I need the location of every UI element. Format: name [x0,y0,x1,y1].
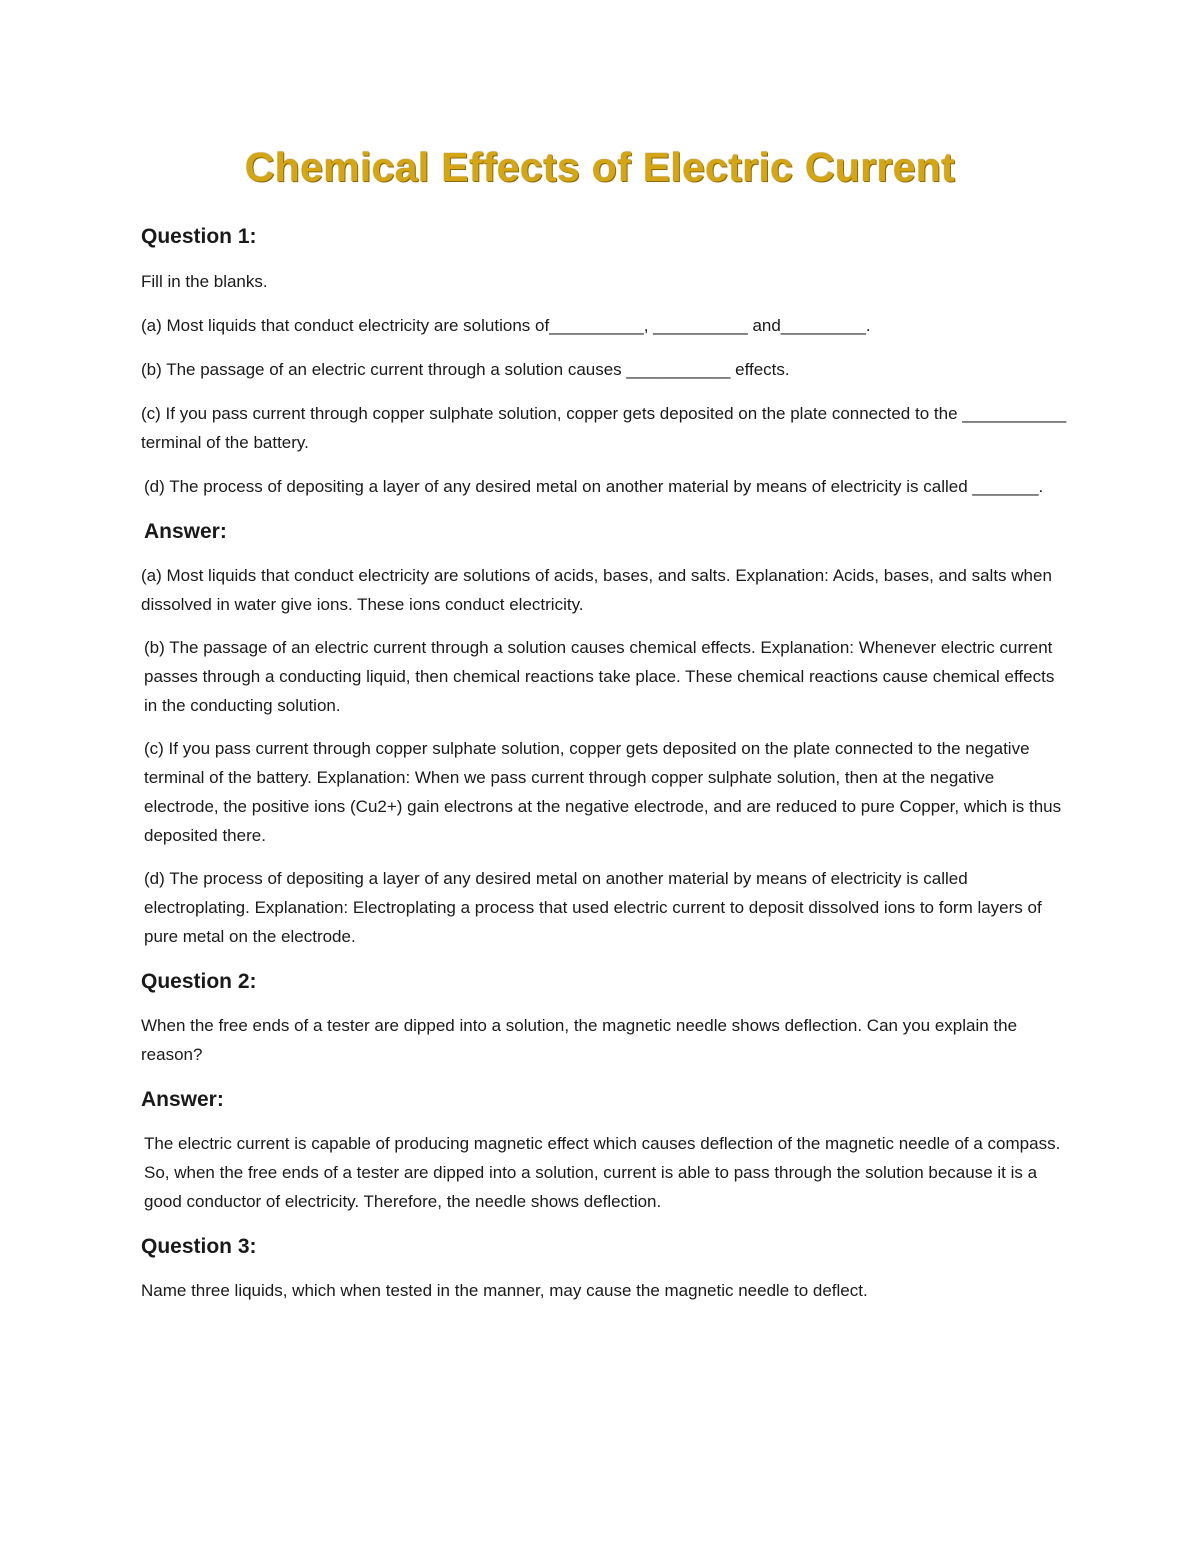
question-1-heading: Question 1: [141,225,257,248]
document-title: Chemical Effects of Electric Current [244,144,956,190]
answer-1-heading: Answer: [144,520,227,543]
question-2-heading: Question 2: [141,970,257,993]
question-1-part-a: (a) Most liquids that conduct electricity are solutions of__________, __________ and_________. [141,316,871,335]
question-3-heading: Question 3: [141,1235,257,1258]
document-body [141,222,1071,1305]
answer-1-part-a: (a) Most liquids that conduct electricity are solutions of acids, bases, and salts. Explanation: Acids, bases, and salts when dissolved in water give ions. These ions conduct electricity. [141,566,1052,614]
question-1-part-c: (c) If you pass current through copper sulphate solution, copper gets deposited on the plate connected to the ___________ terminal of the battery. [141,404,1067,452]
question-3-text: Name three liquids, which when tested in the manner, may cause the magnetic needle to deflect. [141,1281,868,1300]
question-1-intro: Fill in the blanks. [141,272,268,291]
answer-2-heading: Answer: [141,1088,224,1111]
answer-1-part-c: (c) If you pass current through copper sulphate solution, copper gets deposited on the plate connected to the negative terminal of the battery. Explanation: When we pass current through copper sulphate solution, then at the negative electrode, the positive ions (Cu2+) gain electrons at the negative electrode, and are reduced to pure Copper, which is thus deposited there. [144,739,1062,845]
question-1-part-b: (b) The passage of an electric current through a solution causes ___________ effects. [141,360,790,379]
question-1-part-d: (d) The process of depositing a layer of any desired metal on another material by means of electricity is called _______. [144,477,1044,496]
answer-1-part-b: (b) The passage of an electric current through a solution causes chemical effects. Explanation: Whenever electric current passes through a conducting liquid, then chemical reactions take place. These chemical reactions cause chemical effects in the conducting solution. [144,638,1055,715]
answer-1-part-d: (d) The process of depositing a layer of any desired metal on another material by means of electricity is called electroplating. Explanation: Electroplating a process that used electric current to deposit dissolved ions to form layers of pure metal on the electrode. [144,869,1042,946]
answer-2-text: The electric current is capable of producing magnetic effect which causes deflection of the magnetic needle of a compass. So, when the free ends of a tester are dipped into a solution, current is able to pass through the solution because it is a good conductor of electricity. Therefore, the needle shows deflection. [144,1134,1061,1211]
question-2-text: When the free ends of a tester are dipped into a solution, the magnetic needle shows deflection. Can you explain the reason? [141,1016,1018,1064]
